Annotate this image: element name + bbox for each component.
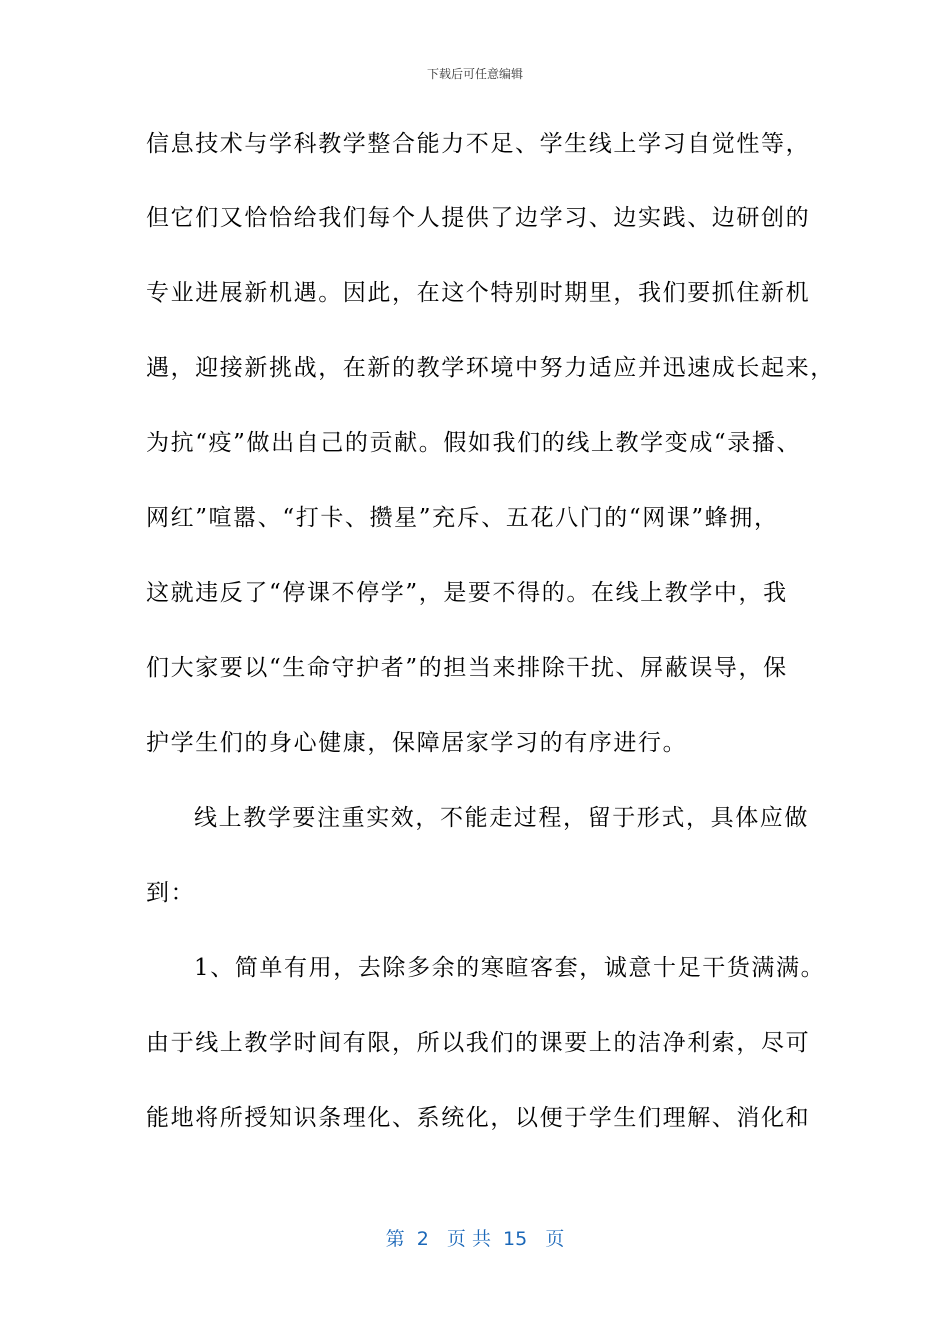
- list-item-first-line: 1、简单有用，去除多余的寒暄客套，诚意十足干货满满。: [194, 955, 826, 981]
- text-line: 网红”喧嚣、“打卡、攒星”充斥、五花八门的“网课”蜂拥，: [146, 505, 779, 531]
- text-line: 为抗“疫”做出自己的贡献。假如我们的线上教学变成“录播、: [146, 430, 802, 456]
- text-line: 由于线上教学时间有限，所以我们的课要上的洁净利索，尽可: [146, 1030, 811, 1056]
- text-line: 能地将所授知识条理化、系统化，以便于学生们理解、消化和: [146, 1105, 811, 1131]
- text-line: 护学生们的身心健康，保障居家学习的有序进行。: [146, 730, 688, 756]
- text-line: 但它们又恰恰给我们每个人提供了边学习、边实践、边研创的: [146, 205, 811, 231]
- text-line: 到：: [146, 880, 196, 906]
- text-line: 们大家要以“生命守护者”的担当来排除干扰、屏蔽误导，保: [146, 655, 788, 681]
- page-number: 第 2 页 共 15 页: [385, 1228, 565, 1250]
- page-header-note: 下载后可任意编辑: [426, 67, 523, 81]
- text-line: 这就违反了“停课不停学”，是要不得的。在线上教学中，我: [146, 580, 788, 606]
- text-line: 信息技术与学科教学整合能力不足、学生线上学习自觉性等，: [146, 131, 811, 157]
- paragraph-first-line: 线上教学要注重实效，不能走过程，留于形式，具体应做: [194, 805, 809, 831]
- text-line: 专业进展新机遇。因此，在这个特别时期里，我们要抓住新机: [146, 280, 811, 306]
- text-line: 遇，迎接新挑战，在新的教学环境中努力适应并迅速成长起来，: [146, 355, 835, 381]
